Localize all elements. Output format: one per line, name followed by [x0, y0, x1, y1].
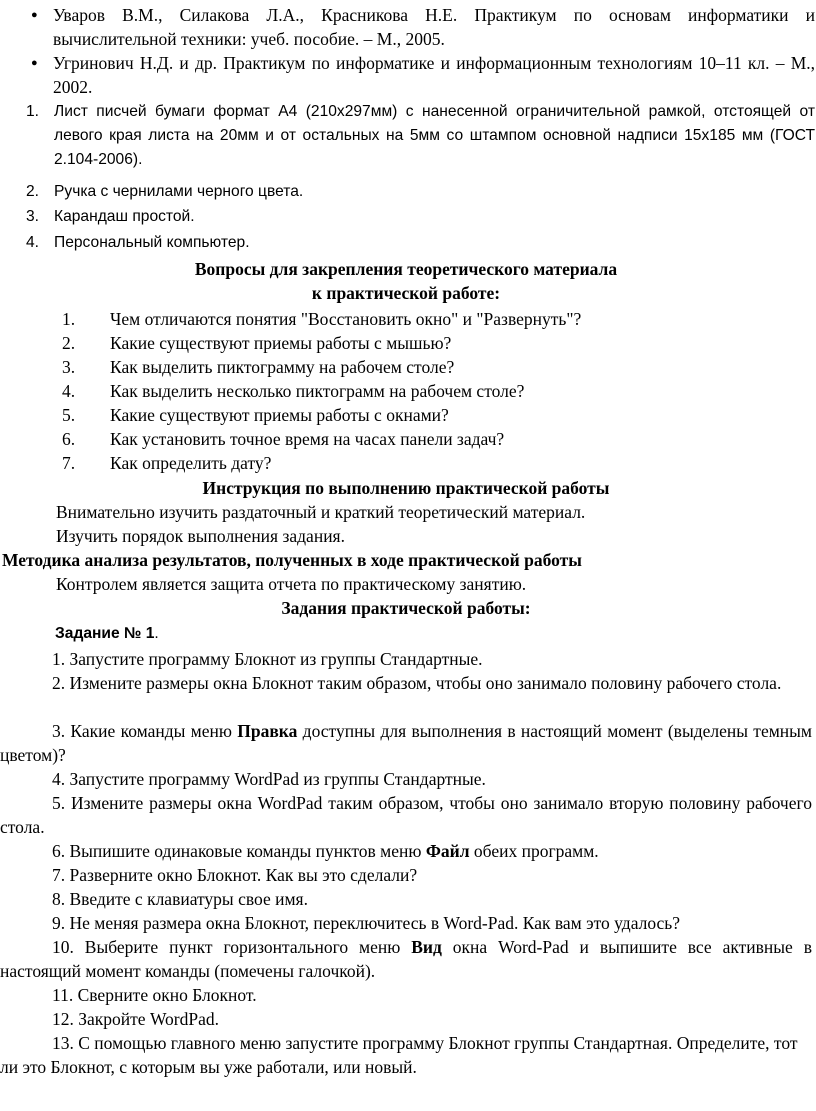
materials-item: 2. Ручка с чернилами черного цвета. — [26, 183, 304, 200]
instruction-line: Внимательно изучить раздаточный и краткий теоретический материал. — [56, 502, 586, 522]
task-step: 12. Закройте WordPad. — [52, 1009, 220, 1029]
question-item: 5. Какие существуют приемы работы с окнами? — [62, 405, 449, 425]
task-step: 10. Выберите пункт горизонтального меню Вид окна Word-Pad и выпишите все активные в настоящий момент команды (помечены галочкой). — [0, 937, 812, 981]
bullet-icon: ● — [31, 9, 38, 21]
task-step: 9. Не меняя размера окна Блокнот, переключитесь в Word-Pad. Как вам это удалось? — [52, 913, 681, 933]
reference-item: ● Уваров В.М., Силакова Л.А., Красникова Н.Е. Практикум по основам информатики и вычислительной техники: учеб. пособие. – М., 2005. — [31, 5, 815, 49]
materials-item: 1. Лист писчей бумаги формат А4 (210х297мм) с нанесенной ограничительной рамкой, отстоящей от левого края листа на 20мм и от остальных на 5мм со штампом основной надписи 15х185 мм (ГОСТ 2.104-2006). — [26, 103, 815, 168]
task-step: 1. Запустите программу Блокнот из группы Стандартные. — [52, 649, 483, 669]
task-step: 11. Сверните окно Блокнот. — [52, 985, 257, 1005]
bullet-icon: ● — [31, 57, 38, 69]
task-step: 4. Запустите программу WordPad из группы Стандартные. — [52, 769, 486, 789]
method-heading: Методика анализа результатов, полученных в ходе практической работы — [2, 550, 582, 570]
question-item: 1. Чем отличаются понятия "Восстановить окно" и "Развернуть"? — [62, 309, 582, 329]
question-item: 4. Как выделить несколько пиктограмм на рабочем столе? — [62, 381, 525, 401]
task-step: 13. С помощью главного меню запустите программу Блокнот группы Стандартная. Определите, тот ли это Блокнот, с которым вы уже работали, или новый. — [0, 1033, 798, 1077]
task-step: 8. Введите с клавиатуры свое имя. — [52, 889, 308, 909]
task-title: Задание № 1. — [55, 625, 159, 642]
question-item: 6. Как установить точное время на часах панели задач? — [62, 429, 505, 449]
question-item: 2. Какие существуют приемы работы с мышью? — [62, 333, 452, 353]
questions-heading: Вопросы для закрепления теоретического материала к практической работе: — [194, 259, 618, 303]
method-text: Контролем является защита отчета по практическому занятию. — [56, 574, 527, 594]
instruction-line: Изучить порядок выполнения задания. — [56, 526, 345, 546]
task-step: 3. Какие команды меню Правка доступны для выполнения в настоящий момент (выделены темным цветом)? — [0, 721, 812, 765]
task-step: 2. Измените размеры окна Блокнот таким образом, чтобы оно занимало половину рабочего стола. — [52, 673, 782, 693]
task-step: 5. Измените размеры окна WordPad таким образом, чтобы оно занимало вторую половину рабочего стола. — [0, 793, 812, 837]
tasks-heading: Задания практической работы: — [281, 598, 531, 618]
reference-item: ● Угринович Н.Д. и др. Практикум по информатике и информационным технологиям 10–11 кл. – М., 2002. — [31, 53, 815, 97]
question-item: 7. Как определить дату? — [62, 453, 272, 473]
materials-item: 4. Персональный компьютер. — [26, 234, 250, 251]
task-step: 7. Разверните окно Блокнот. Как вы это сделали? — [52, 865, 418, 885]
materials-item: 3. Карандаш простой. — [26, 208, 195, 225]
task-step: 6. Выпишите одинаковые команды пунктов меню Файл обеих программ. — [52, 841, 599, 861]
question-item: 3. Как выделить пиктограмму на рабочем столе? — [62, 357, 455, 377]
instruction-heading: Инструкция по выполнению практической работы — [202, 478, 610, 498]
